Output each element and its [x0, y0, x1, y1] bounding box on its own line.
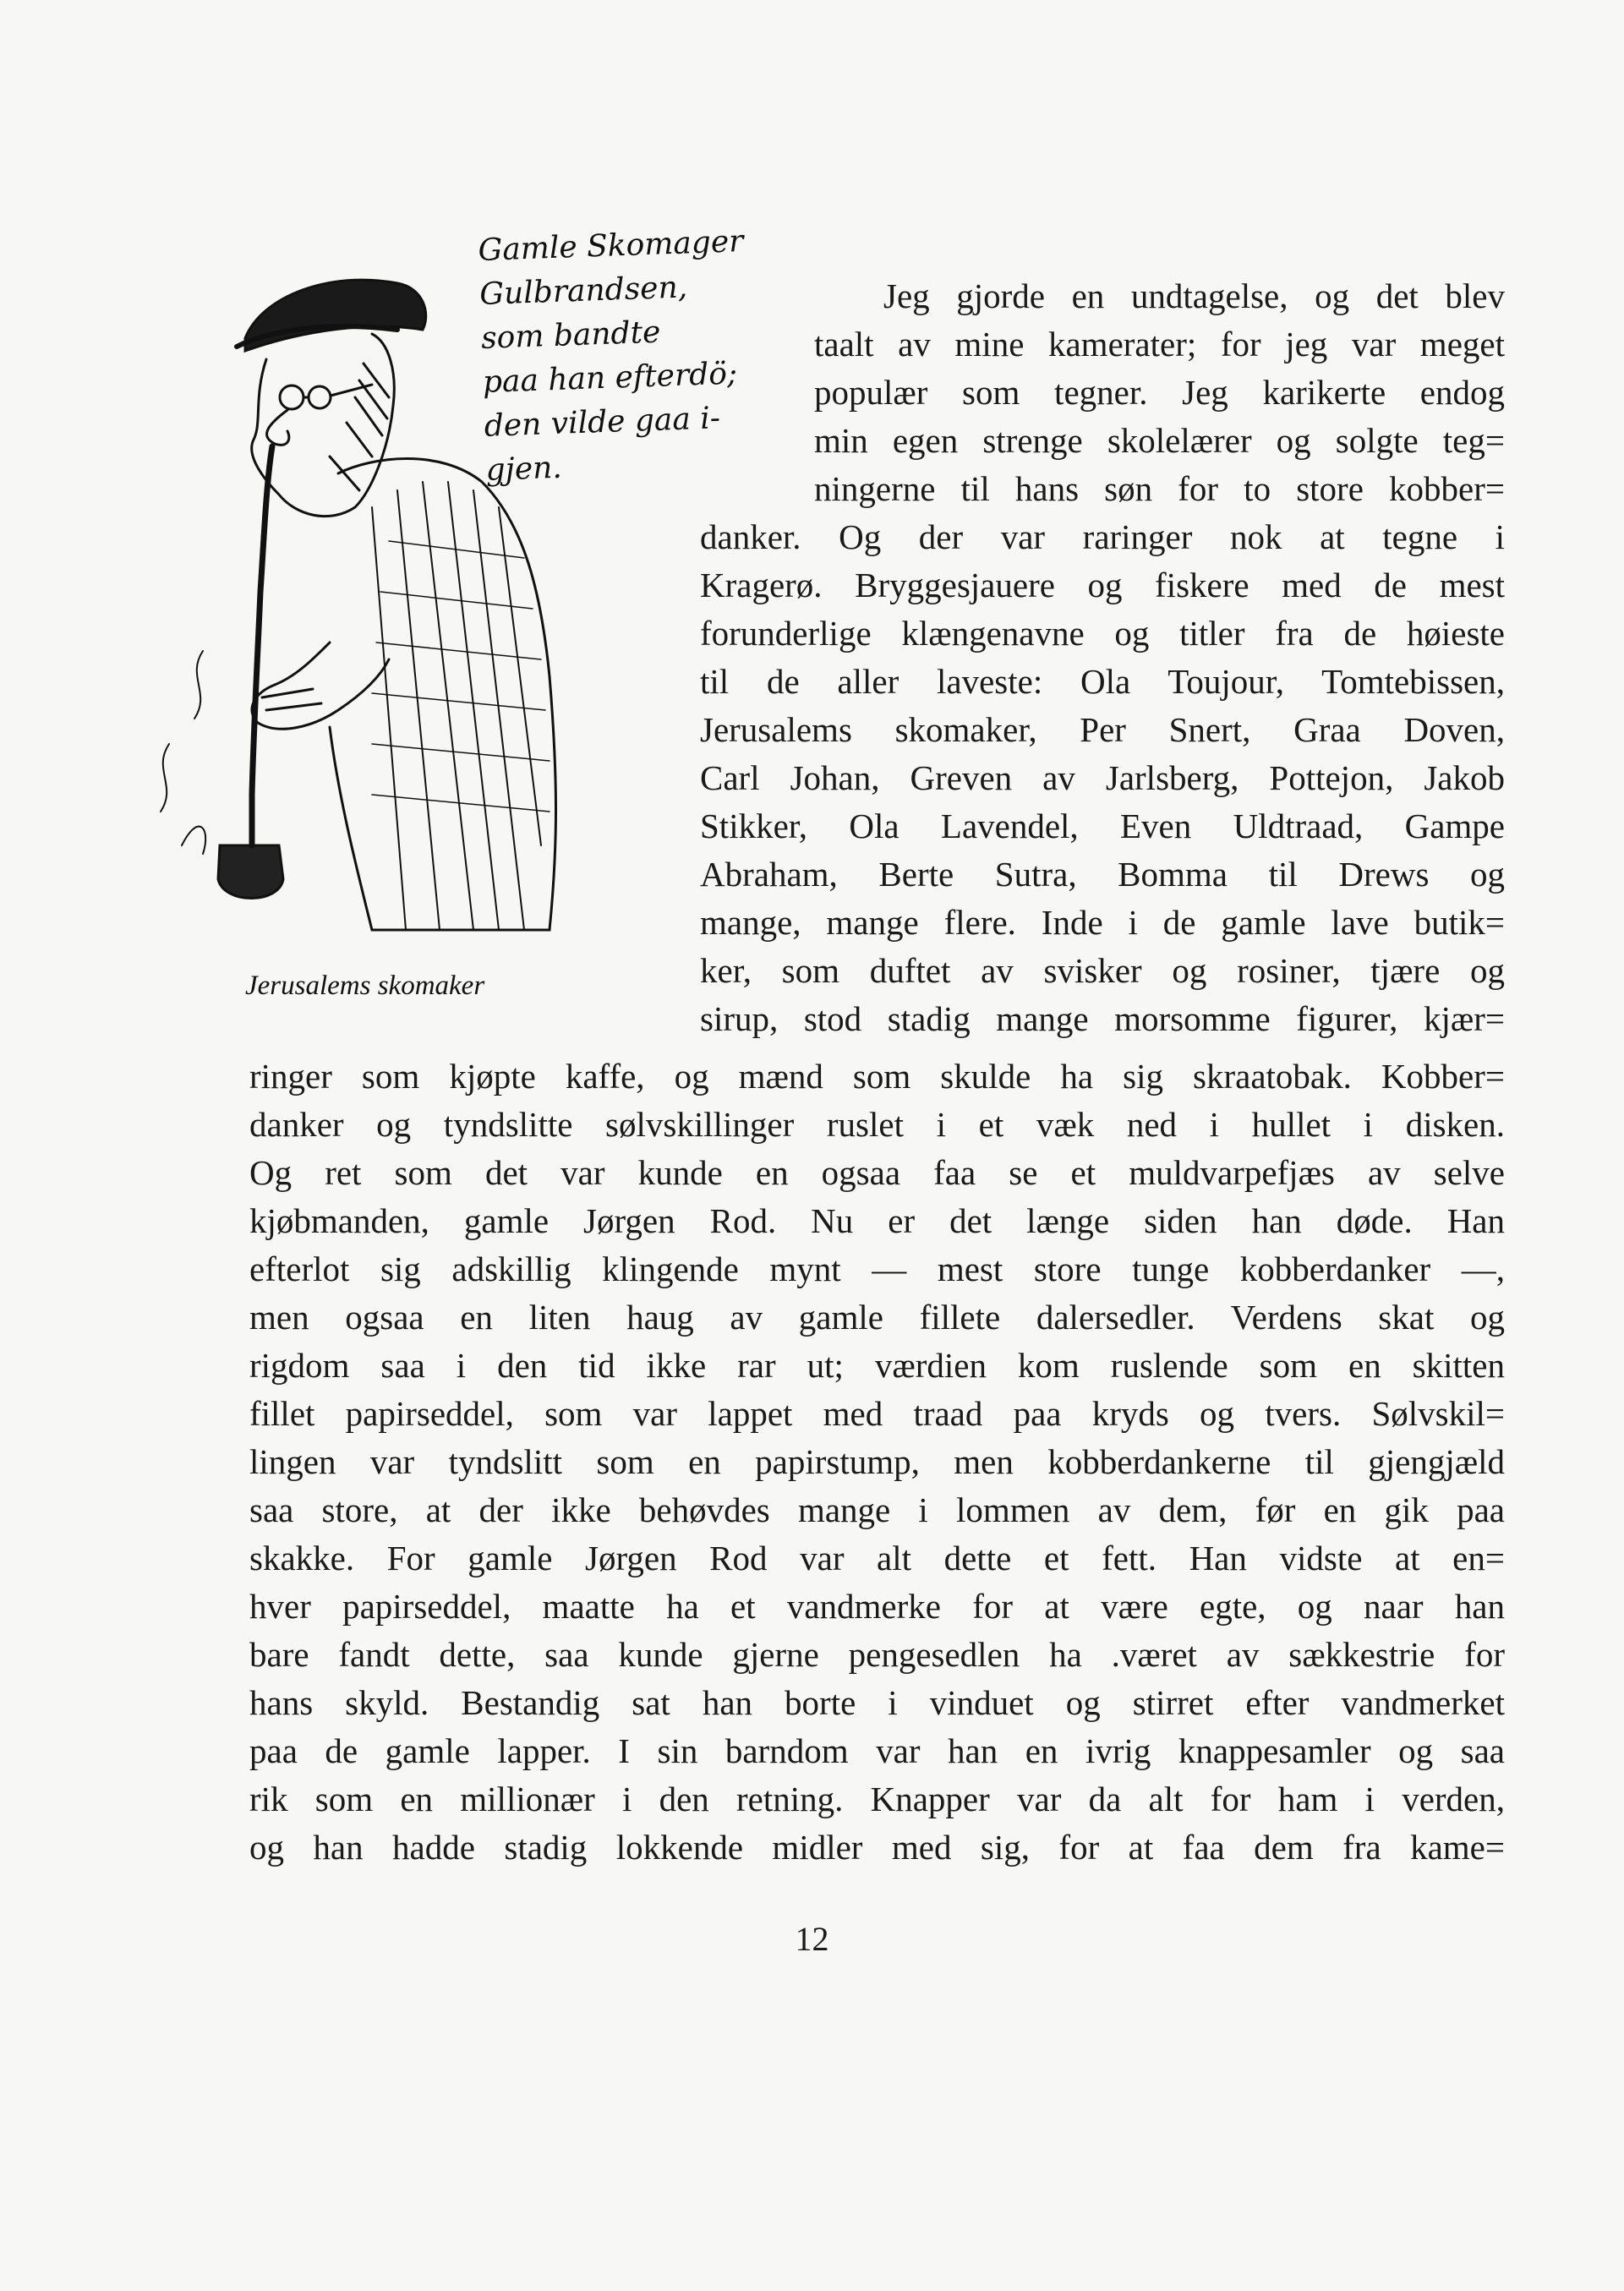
- handwritten-line: den vilde gaa i-: [484, 401, 721, 444]
- text-line: rigdom saa i den tid ikke rar ut; værdien kom ruslende som en skitten: [249, 1346, 1505, 1385]
- text-line: forunderlige klængenavne og titler fra de høieste: [700, 614, 1505, 653]
- text-line: hver papirseddel, maatte ha et vandmerke for at være egte, og naar han: [249, 1587, 1505, 1626]
- text-line: Kragerø. Bryggesjauere og fiskere med de mest: [700, 566, 1505, 604]
- text-line: mange, mange flere. Inde i de gamle lave butik=: [700, 903, 1505, 942]
- handwritten-line: som bandte: [480, 314, 662, 356]
- text-line: rik som en millionær i den retning. Knapper var da alt for ham i verden,: [249, 1780, 1505, 1818]
- text-line: lingen var tyndslitt som en papirstump, men kobberdankerne til gjengjæld: [249, 1442, 1505, 1481]
- text-line: populær som tegner. Jeg karikerte endog: [814, 373, 1505, 412]
- text-line: til de aller laveste: Ola Toujour, Tomtebissen,: [700, 662, 1505, 701]
- text-line: Stikker, Ola Lavendel, Even Uldtraad, Gampe: [700, 806, 1505, 845]
- text-line: paa de gamle lapper. I sin barndom var han en ivrig knappesamler og saa: [249, 1731, 1505, 1770]
- text-line: danker. Og der var raringer nok at tegne i: [700, 517, 1505, 556]
- text-line: Jeg gjorde en undtagelse, og det blev: [883, 276, 1505, 315]
- text-line: min egen strenge skolelærer og solgte teg=: [814, 421, 1505, 460]
- page-number: 12: [795, 1920, 829, 1958]
- handwritten-line: gjen.: [484, 450, 563, 488]
- text-line: hans skyld. Bestandig sat han borte i vinduet og stirret efter vandmerket: [249, 1683, 1505, 1722]
- text-line: men ogsaa en liten haug av gamle fillete dalersedler. Verdens skat og: [249, 1298, 1505, 1337]
- text-line: Abraham, Berte Sutra, Bomma til Drews og: [700, 855, 1505, 894]
- text-line: og han hadde stadig lokkende midler med sig, for at faa dem fra kame=: [249, 1828, 1505, 1867]
- text-line: bare fandt dette, saa kunde gjerne pengesedlen ha .været av sækkestrie for: [249, 1635, 1505, 1674]
- text-line: ningerne til hans søn for to store kobber=: [814, 469, 1505, 508]
- text-line: Jerusalems skomaker, Per Snert, Graa Doven,: [700, 710, 1505, 749]
- text-line: fillet papirseddel, som var lappet med traad paa kryds og tvers. Sølvskil=: [249, 1394, 1505, 1433]
- text-line: ringer som kjøpte kaffe, og mænd som skulde ha sig skraatobak. Kobber=: [249, 1057, 1505, 1096]
- text-line: Carl Johan, Greven av Jarlsberg, Pottejon, Jakob: [700, 758, 1505, 797]
- text-line: skakke. For gamle Jørgen Rod var alt dette et fett. Han vidste at en=: [249, 1539, 1505, 1577]
- handwritten-line: Gamle Skomager: [477, 224, 745, 268]
- figure-caption: Jerusalems skomaker: [245, 971, 485, 1001]
- text-line: Og ret som det var kunde en ogsaa faa se et muldvarpefjæs av selve: [249, 1153, 1505, 1192]
- text-line: ker, som duftet av svisker og rosiner, tjære og: [700, 951, 1505, 990]
- text-line: kjøbmanden, gamle Jørgen Rod. Nu er det længe siden han døde. Han: [249, 1201, 1505, 1240]
- text-line: efterlot sig adskillig klingende mynt — mest store tunge kobberdanker —,: [249, 1249, 1505, 1288]
- handwritten-note: [478, 219, 774, 493]
- handwritten-line: Gulbrandsen,: [478, 270, 688, 312]
- text-line: taalt av mine kamerater; for jeg var meget: [814, 325, 1505, 364]
- text-line: saa store, at der ikke behøvdes mange i lommen av dem, før en gik paa: [249, 1490, 1505, 1529]
- text-line: danker og tyndslitte sølvskillinger ruslet i et væk ned i hullet i disken.: [249, 1105, 1505, 1144]
- text-line: sirup, stod stadig mange morsomme figurer, kjær=: [700, 999, 1505, 1038]
- handwritten-line: paa han efterdö;: [482, 356, 738, 400]
